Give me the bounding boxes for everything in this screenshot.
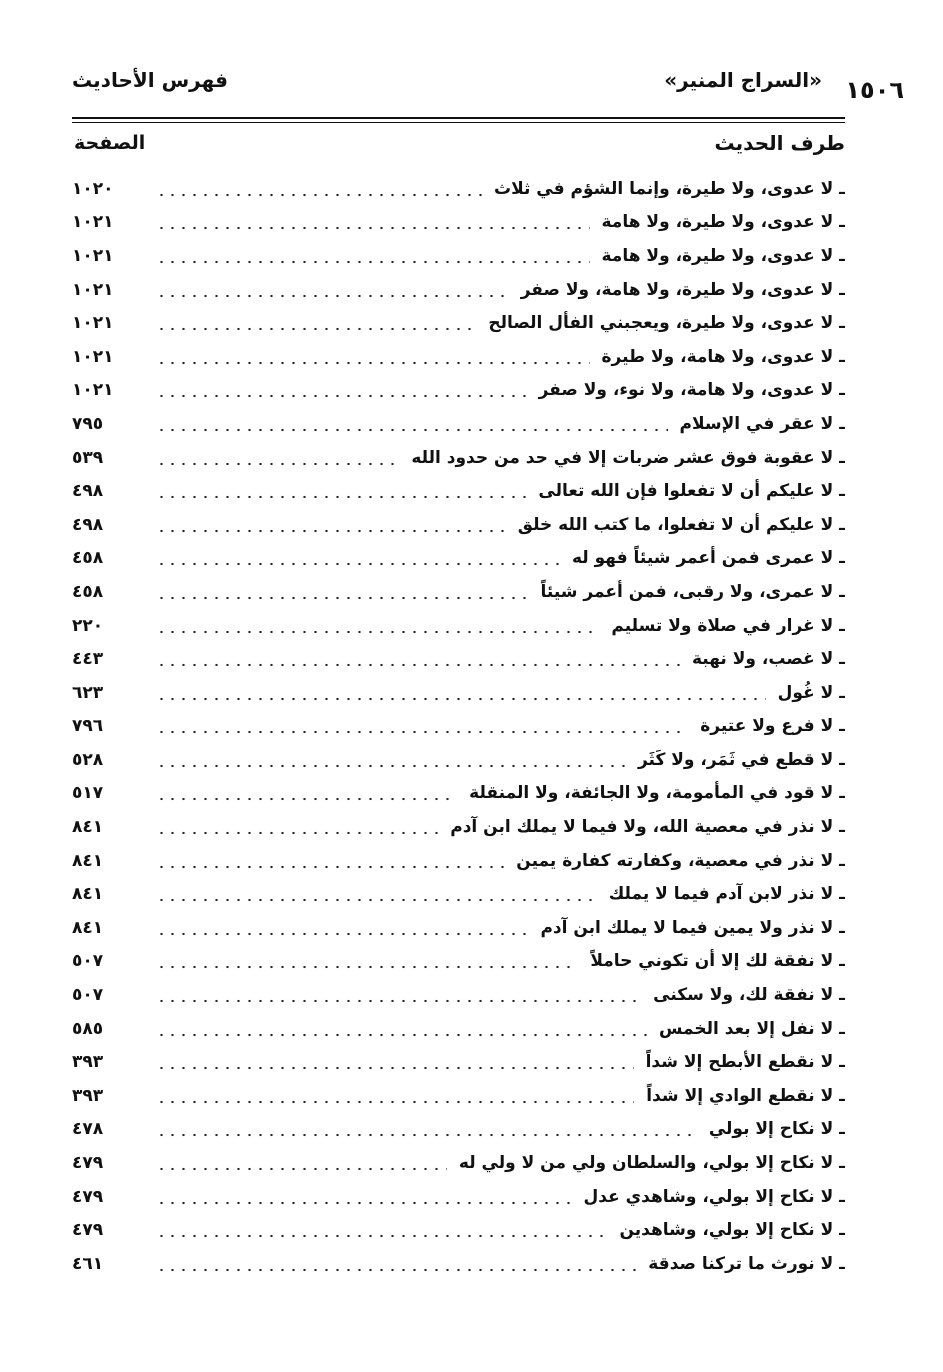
page-number: ١٥٠٦: [845, 76, 904, 104]
index-entry: [72, 911, 845, 945]
dot-leader: [156, 562, 560, 566]
index-entry: [72, 1146, 845, 1180]
hadith-incipit: ـ لا غصب، ولا نهبة: [691, 649, 845, 670]
hadith-incipit: ـ لا نفل إلا بعد الخمس: [658, 1018, 845, 1039]
dot-leader: [156, 327, 476, 331]
dot-leader: [156, 495, 526, 499]
hadith-incipit: ـ لا نكاح إلا بولي، وشاهدين: [619, 1220, 845, 1241]
dot-leader: [156, 1201, 572, 1205]
index-entry: [72, 1180, 845, 1214]
index-entry: [72, 978, 845, 1012]
page-reference: ٥٨٥: [72, 1018, 104, 1039]
dot-leader: [156, 630, 599, 634]
column-headers: [72, 128, 845, 164]
index-entry: [72, 777, 845, 811]
dot-leader: [156, 1133, 697, 1137]
page-reference: ٥٠٧: [72, 985, 104, 1006]
dot-leader: [156, 730, 688, 734]
hadith-incipit: ـ لا نذر في معصية، وكفارته كفارة يمين: [516, 850, 845, 871]
page-reference: ٤٧٩: [72, 1153, 104, 1174]
page-reference: ١٠٢١: [72, 245, 114, 266]
page-reference: ٥١٧: [72, 783, 104, 804]
index-entry: [72, 374, 845, 408]
index-entry: [72, 508, 845, 542]
page-reference: ٤٧٩: [72, 1220, 104, 1241]
dot-leader: [156, 1234, 608, 1238]
index-entry: [72, 407, 845, 441]
hadith-incipit: ـ لا عدوى، ولا طيرة، وإنما الشؤم في ثلاث: [494, 178, 845, 199]
page-reference: ٨٤١: [72, 917, 104, 938]
page-reference: ٧٩٥: [72, 413, 104, 434]
hadith-incipit: ـ لا عدوى، ولا طيرة، ويعجبني الفأل الصالح: [488, 313, 845, 334]
hadith-incipit: ـ لا عمرى فمن أعمر شيئاً فهو له: [572, 548, 845, 569]
dot-leader: [156, 294, 509, 298]
index-entry: [72, 676, 845, 710]
index-entry: [72, 206, 845, 240]
dot-leader: [156, 428, 668, 432]
page-reference: ٨٤١: [72, 817, 104, 838]
hadith-incipit: ـ لا قطع في ثَمَر، ولا كَثَر: [637, 749, 845, 770]
page-reference: ١٠٢١: [72, 279, 114, 300]
page-reference: ٣٩٣: [72, 1052, 104, 1073]
hadith-incipit: ـ لا غرار في صلاة ولا تسليم: [611, 615, 845, 636]
index-entry: [72, 1213, 845, 1247]
header-rule-thin: [72, 122, 845, 123]
hadith-incipit: ـ لا نقطع الأبطح إلا شداً: [645, 1052, 845, 1073]
hadith-incipit: ـ لا قود في المأمومة، ولا الجائفة، ولا المنقلة: [469, 783, 845, 804]
index-entry: [72, 340, 845, 374]
dot-leader: [156, 1268, 636, 1272]
page-reference: ٥٠٧: [72, 951, 104, 972]
dot-leader: [156, 462, 399, 466]
page-reference: ١٠٢١: [72, 380, 114, 401]
dot-leader: [156, 865, 504, 869]
index-entry: [72, 1079, 845, 1113]
index-entry: [72, 474, 845, 508]
page-reference: ٦٢٣: [72, 682, 104, 703]
hadith-incipit: ـ لا عليكم أن لا تفعلوا فإن الله تعالى: [538, 481, 845, 502]
dot-leader: [156, 394, 527, 398]
hadith-incipit: ـ لا عدوى، ولا هامة، ولا طيرة: [601, 346, 845, 367]
dot-leader: [156, 361, 590, 365]
hadith-incipit: ـ لا عدوى، ولا هامة، ولا نوء، ولا صفر: [538, 380, 845, 401]
page-reference: ٤٩٨: [72, 481, 104, 502]
hadith-incipit: ـ لا نفقة لك، ولا سكنى: [653, 985, 845, 1006]
page-reference: ١٠٢٠: [72, 178, 114, 199]
page-reference: ٤٧٨: [72, 1119, 104, 1140]
dot-leader: [156, 932, 528, 936]
index-entry: [72, 743, 845, 777]
hadith-incipit: ـ لا نكاح إلا بولي: [708, 1119, 845, 1140]
index-entry: [72, 710, 845, 744]
index-entry: [72, 1247, 845, 1281]
dot-leader: [156, 663, 680, 667]
dot-leader: [156, 797, 457, 801]
index-entry: [72, 273, 845, 307]
dot-leader: [156, 898, 597, 902]
index-entry: [72, 306, 845, 340]
page-column-header: الصفحة: [74, 132, 146, 154]
hadith-incipit: ـ لا نفقة لك إلا أن تكوني حاملاً: [590, 951, 845, 972]
page-reference: ٧٩٦: [72, 716, 104, 737]
page-reference: ١٠٢١: [72, 212, 114, 233]
dot-leader: [156, 1100, 634, 1104]
hadith-column-header: طرف الحديث: [714, 131, 845, 155]
index-entry: [72, 642, 845, 676]
dot-leader: [156, 1033, 647, 1037]
index-entry: [72, 542, 845, 576]
page-reference: ٢٢٠: [72, 615, 104, 636]
page-reference: ٤٥٨: [72, 548, 104, 569]
book-title: «السراج المنير»: [664, 68, 822, 92]
page-reference: ٥٢٨: [72, 749, 104, 770]
page-reference: ١٠٢١: [72, 313, 114, 334]
section-title: فهرس الأحاديث: [72, 68, 228, 92]
hadith-incipit: ـ لا عقوبة فوق عشر ضربات إلا في حد من حدود الله: [411, 447, 845, 468]
dot-leader: [156, 226, 590, 230]
index-entry: [72, 945, 845, 979]
page-reference: ٤٤٣: [72, 649, 104, 670]
index-entry: [72, 239, 845, 273]
hadith-incipit: ـ لا عقر في الإسلام: [679, 413, 845, 434]
index-entry: [72, 844, 845, 878]
hadith-incipit: ـ لا عمرى، ولا رقبى، فمن أعمر شيئاً: [540, 581, 845, 602]
hadith-incipit: ـ لا عدوى، ولا طيرة، ولا هامة: [601, 245, 845, 266]
dot-leader: [156, 999, 641, 1003]
page-reference: ٨٤١: [72, 884, 104, 905]
hadith-incipit: ـ لا نذر لابن آدم فيما لا يملك: [608, 884, 845, 905]
hadith-incipit: ـ لا نكاح إلا بولي، وشاهدي عدل: [583, 1186, 845, 1207]
page-reference: ٤٧٩: [72, 1186, 104, 1207]
page-reference: ١٠٢١: [72, 346, 114, 367]
hadith-incipit: ـ لا نقطع الوادي إلا شداً: [646, 1085, 845, 1106]
index-entry: [72, 810, 845, 844]
page-reference: ٤٩٨: [72, 514, 104, 535]
index-entry: [72, 609, 845, 643]
hadith-incipit: ـ لا نكاح إلا بولي، والسلطان ولي من لا ولي له: [458, 1153, 845, 1174]
page-reference: ٤٦١: [72, 1253, 104, 1274]
dot-leader: [156, 965, 578, 969]
dot-leader: [156, 529, 506, 533]
dot-leader: [156, 596, 529, 600]
hadith-incipit: ـ لا نذر ولا يمين فيما لا يملك ابن آدم: [540, 917, 845, 938]
index-entry: [72, 575, 845, 609]
index-entry: [72, 441, 845, 475]
index-entry: [72, 172, 845, 206]
dot-leader: [156, 1066, 634, 1070]
header-rule-thick: [72, 117, 845, 119]
dot-leader: [156, 697, 766, 701]
hadith-incipit: ـ لا نذر في معصية الله، ولا فيما لا يملك ابن آدم: [450, 817, 845, 838]
hadith-incipit: ـ لا فرع ولا عتيرة: [700, 716, 845, 737]
index-entry: [72, 1045, 845, 1079]
hadith-incipit: ـ لا عدوى، ولا طيرة، ولا هامة، ولا صفر: [520, 279, 845, 300]
dot-leader: [156, 831, 438, 835]
index-entry: [72, 1012, 845, 1046]
dot-leader: [156, 193, 482, 197]
hadith-index-list: [72, 172, 845, 1281]
page-reference: ٤٥٨: [72, 581, 104, 602]
running-header: [72, 66, 904, 104]
hadith-incipit: ـ لا عدوى، ولا طيرة، ولا هامة: [601, 212, 845, 233]
index-entry: [72, 877, 845, 911]
page-reference: ٣٩٣: [72, 1085, 104, 1106]
dot-leader: [156, 260, 590, 264]
hadith-incipit: ـ لا عليكم أن لا تفعلوا، ما كتب الله خلق: [517, 514, 845, 535]
dot-leader: [156, 764, 626, 768]
page-reference: ٥٣٩: [72, 447, 104, 468]
hadith-incipit: ـ لا غُول: [777, 682, 845, 703]
page-reference: ٨٤١: [72, 850, 104, 871]
index-entry: [72, 1113, 845, 1147]
hadith-incipit: ـ لا نورث ما تركنا صدقة: [648, 1253, 845, 1274]
dot-leader: [156, 1167, 447, 1171]
